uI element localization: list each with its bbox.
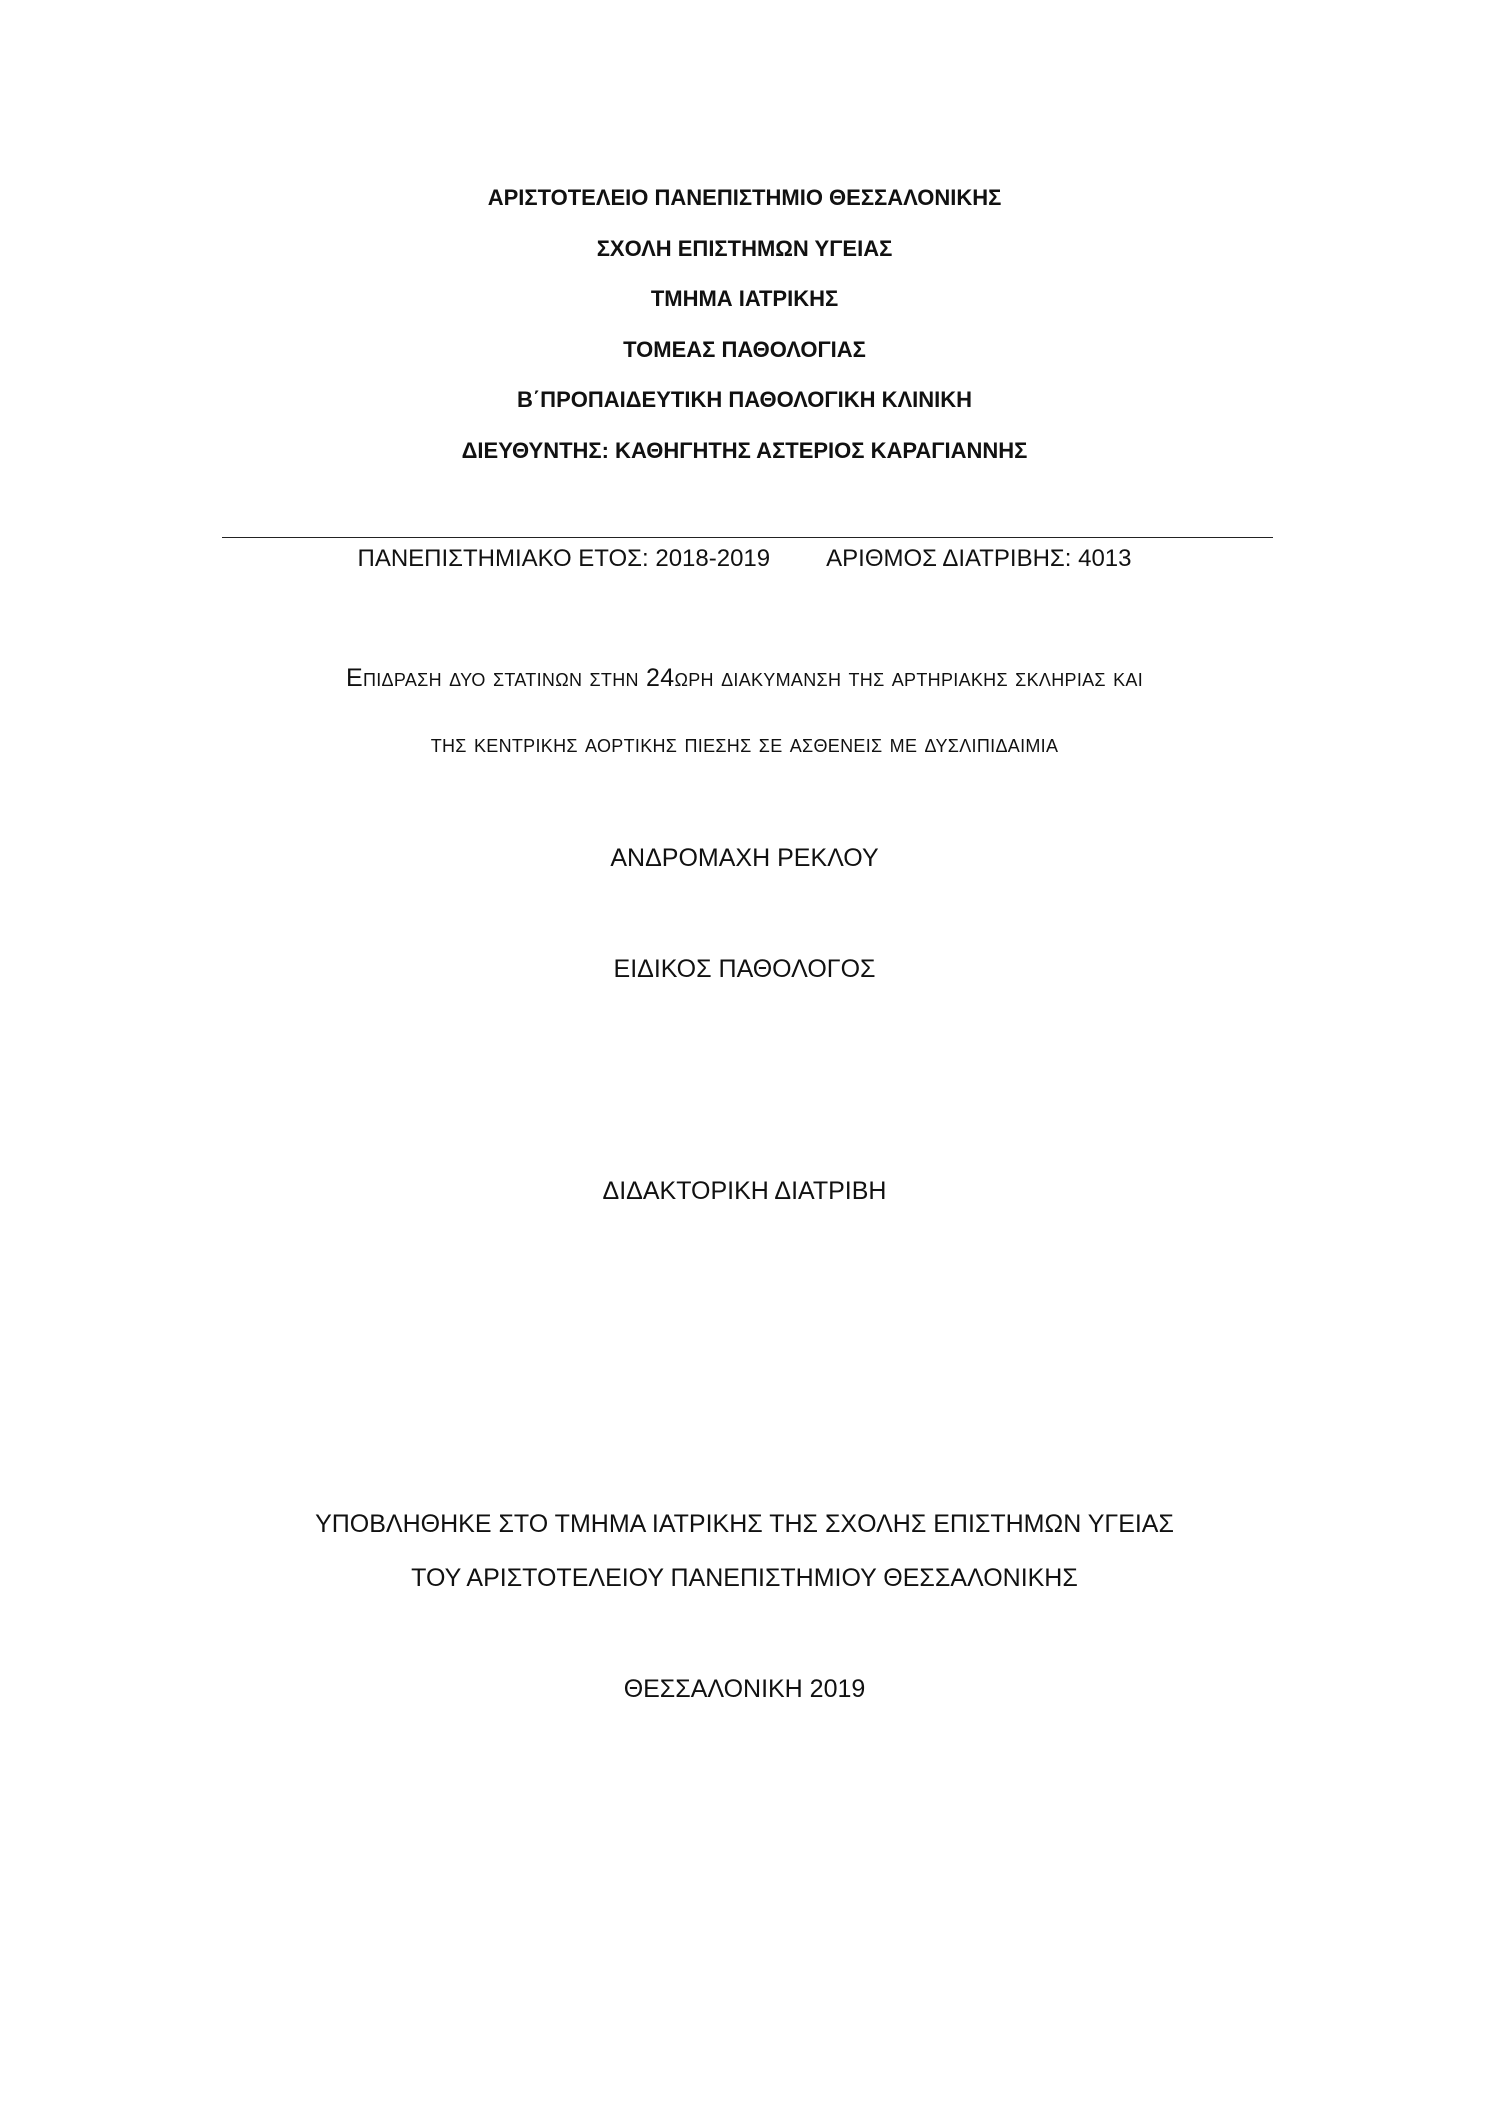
school-name: ΣΧΟΛΗ ΕΠΙΣΤΗΜΩΝ ΥΓΕΙΑΣ [596, 236, 893, 261]
department-name: ΤΜΗΜΑ ΙΑΤΡΙΚΗΣ [650, 286, 839, 311]
header-divider [222, 537, 1273, 538]
place-year: ΘΕΣΣΑΛΟΝΙΚΗ 2019 [623, 1675, 866, 1703]
author-role: ΕΙΔΙΚΟΣ ΠΑΘΟΛΟΓΟΣ [613, 955, 876, 983]
clinic-name: Β΄ΠΡΟΠΑΙΔΕΥΤΙΚΗ ΠΑΘΟΛΟΓΙΚΗ ΚΛΙΝΙΚΗ [516, 387, 973, 412]
thesis-title-line-1: Επιδραση δυο στατινων στην 24ωρη διακυμανση της αρτηριακης σκληριας και [345, 664, 1144, 692]
thesis-number: ΑΡΙΘΜΟΣ ΔΙΑΤΡΙΒΗΣ: 4013 [826, 545, 1132, 572]
academic-year: ΠΑΝΕΠΙΣΤΗΜΙΑΚΟ ΕΤΟΣ: 2018-2019 [357, 545, 771, 572]
submission-line-2: ΤΟΥ ΑΡΙΣΤΟΤΕΛΕΙΟΥ ΠΑΝΕΠΙΣΤΗΜΙΟΥ ΘΕΣΣΑΛΟΝΙΚΗΣ [411, 1564, 1078, 1592]
thesis-title-line-2: της κεντρικης αορτικης πιεσης σε ασθενεις με δυσλιπιδαιμια [430, 730, 1059, 758]
meta-row [0, 542, 1489, 576]
director-line: ΔΙΕΥΘΥΝΤΗΣ: ΚΑΘΗΓΗΤΗΣ ΑΣΤΕΡΙΟΣ ΚΑΡΑΓΙΑΝΝΗΣ [461, 438, 1028, 463]
submission-line-1: ΥΠΟΒΛΗΘΗΚΕ ΣΤΟ ΤΜΗΜΑ ΙΑΤΡΙΚΗΣ ΤΗΣ ΣΧΟΛΗΣ ΕΠΙΣΤΗΜΩΝ ΥΓΕΙΑΣ [315, 1510, 1174, 1538]
university-name: ΑΡΙΣΤΟΤΕΛΕΙΟ ΠΑΝΕΠΙΣΤΗΜΙΟ ΘΕΣΣΑΛΟΝΙΚΗΣ [487, 185, 1002, 210]
sector-name: ΤΟΜΕΑΣ ΠΑΘΟΛΟΓΙΑΣ [623, 337, 866, 362]
document-type: ΔΙΔΑΚΤΟΡΙΚΗ ΔΙΑΤΡΙΒΗ [602, 1177, 887, 1205]
author-name: ΑΝΔΡΟΜΑΧΗ ΡΕΚΛΟΥ [610, 844, 879, 872]
